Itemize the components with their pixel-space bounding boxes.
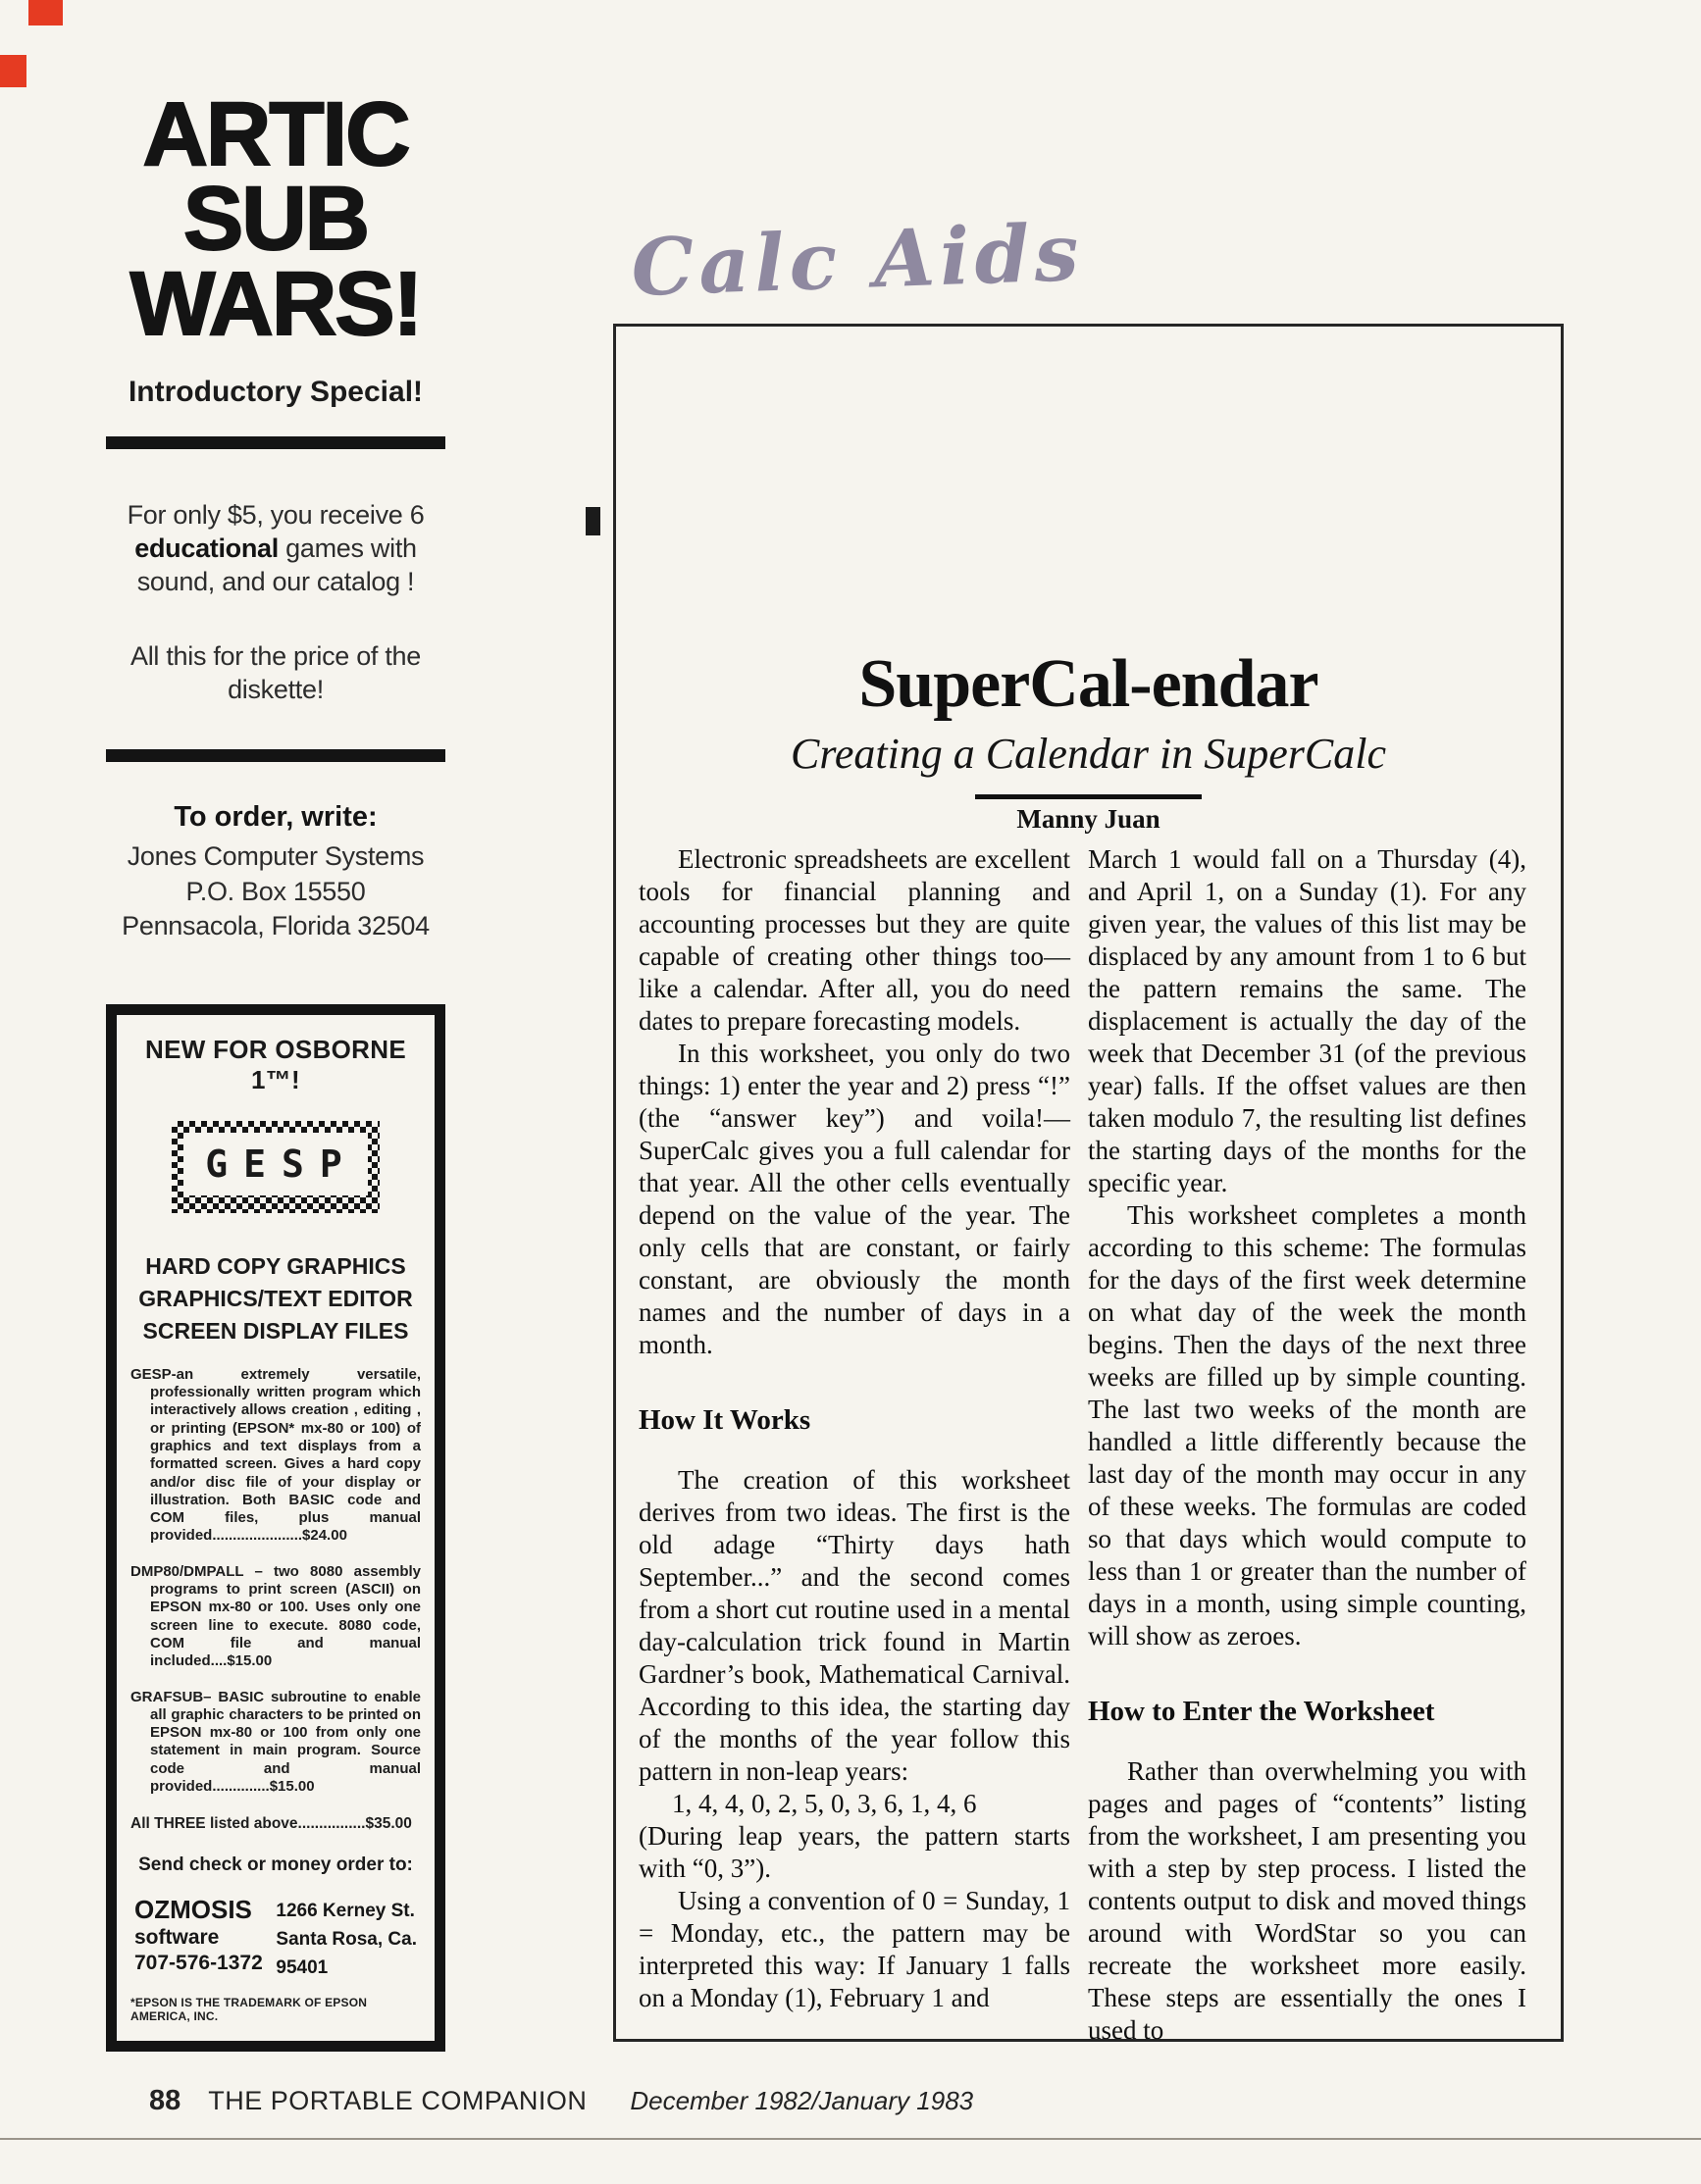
gesp-product-item: [130, 1563, 421, 1671]
item-body: DMP80/DMPALL – two 8080 assembly programs to print screen (ASCII) on EPSON mx-80 or 100. Uses only one screen line to execute. 8080 code, COM file and manual included: [130, 1562, 421, 1670]
red-scan-mark: [28, 0, 63, 25]
allthis-line: All this for the price of the: [130, 641, 421, 672]
gesp-feature: HARD COPY GRAPHICS: [145, 1252, 406, 1279]
article-paragraph: This worksheet completes a month according to this scheme: The formulas for the days of the first week determine on what day of the week the month begins. Then the days of the next three weeks are filled up by simple counting. The last two weeks of the month are handled a little differently because the last day of the month may occur in any of these weeks. The formulas are coded so that days which would compute to less than 1 or greater than the number of days in a month, using simple counting, will show as zeroes.: [1088, 1200, 1526, 1651]
item-body: GESP-an extremely versatile, professionally written program which interactively allows creation , editing , or printing (EPSON* mx-80 or 100) of graphics and text displays from a formatted screen. Gives a hard copy and/or disc file of your display or illustration. Both BASIC code and COM files, plus manual provided: [130, 1365, 421, 1545]
gesp-trademark-footnote: *EPSON IS THE TRADEMARK OF EPSON AMERICA, INC.: [130, 1996, 368, 2024]
artic-allthis-text: [106, 639, 445, 706]
gesp-product-item: [130, 1366, 421, 1546]
item-body: GRAFSUB– BASIC subroutine to enable all graphic characters to be printed on EPSON mx-80 or 100 from only one statement in main program. Source code and manual provided: [130, 1688, 421, 1796]
offer-bold-word: educational: [134, 533, 279, 564]
company-street: 1266 Kerney St.: [276, 1901, 415, 1922]
issue-date: December 1982/January 1983: [630, 2086, 974, 2115]
gesp-ad-header: NEW FOR OSBORNE 1™!: [145, 1034, 406, 1094]
gesp-logo-text: GESP: [183, 1133, 368, 1195]
page-number: 88: [149, 2085, 181, 2116]
artic-sub-wars-ad: [106, 84, 445, 943]
left-ad-column: [106, 84, 445, 2052]
dot-leader: ................: [297, 1815, 366, 1833]
article-column-1: [639, 843, 1070, 2014]
item-price: $24.00: [302, 1527, 347, 1545]
article-paragraph: Using a convention of 0 = Sunday, 1 = Monday, etc., the pattern may be interpreted this way: If January 1 falls on a Monday (1), February 1 and: [639, 1886, 1070, 2012]
calcaids-handwritten-label: Calc Aids: [630, 205, 1085, 314]
magazine-name: THE PORTABLE COMPANION: [208, 2086, 588, 2115]
offer-line: sound, and our catalog !: [136, 567, 415, 597]
company-city: Santa Rosa, Ca.: [276, 1928, 417, 1950]
artic-title-line: SUB: [182, 169, 369, 270]
article-subtitle: Creating a Calendar in SuperCalc: [790, 730, 1387, 778]
article-box: [613, 324, 1564, 2045]
company-phone: 707-576-1372: [134, 1952, 263, 1975]
gesp-logo: [172, 1121, 380, 1213]
artic-title-line: ARTIC: [142, 84, 409, 184]
gesp-feature: SCREEN DISPLAY FILES: [142, 1318, 409, 1345]
article-byline: Manny Juan: [975, 794, 1201, 835]
margin-tick-mark: [586, 507, 600, 535]
divider-rule: [106, 749, 445, 762]
item-price: $15.00: [227, 1652, 273, 1670]
section-heading-how-to-enter: How to Enter the Worksheet: [1088, 1696, 1435, 1727]
section-heading-how-it-works: How It Works: [639, 1404, 811, 1436]
all-three-text: All THREE listed above: [130, 1815, 298, 1833]
byline-wrap: [616, 794, 1561, 835]
gesp-feature-list: [130, 1250, 421, 1348]
order-address: [106, 839, 445, 942]
article-paragraph: Electronic spreadsheets are excellent tools for financial planning and accounting processes but they are quite capable of creating other things too—like a calendar. After all, you do need dates to prepare forecasting models.: [639, 844, 1070, 1036]
company-left: [134, 1896, 263, 1980]
company-zip: 95401: [276, 1956, 329, 1978]
item-price: $15.00: [269, 1778, 315, 1796]
article-header: [616, 646, 1561, 835]
month-pattern-line: 1, 4, 4, 0, 2, 5, 0, 3, 6, 1, 4, 6: [672, 1789, 977, 1818]
company-name: OZMOSIS: [134, 1895, 252, 1925]
gesp-product-item: [130, 1689, 421, 1797]
gesp-company-block: [130, 1896, 421, 1980]
article-paragraph: Rather than overwhelming you with pages and pages of “contents” listing from the worksheet, I am presenting you with a step by step process. I listed the contents output to disk and moved things around with WordStar so you can recreate the worksheet more easily. These steps are essentially the ones I used to: [1088, 1756, 1526, 2045]
artic-title-line: WARS!: [129, 253, 422, 354]
company-right: [276, 1896, 417, 1980]
article-paragraph: March 1 would fall on a Thursday (4), and April 1, on a Sunday (1). For any given year, the values of this list may be displaced by any amount from 1 to 6 but the pattern remains the same. The displacement is actually the day of the week that December 31 (of the previous year) falls. If the offset values are then taken modulo 7, the resulting list defines the starting days of the months for the specific year.: [1088, 844, 1526, 1197]
article-paragraph: In this worksheet, you only do two things: 1) enter the year and 2) press “!” (the “answer key”) and voila!—SuperCalc gives you a full calendar for that year. All the other cells eventually depend on the value of the year. The only cells that are constant, or fairly constant, are obviously the month names and the number of days in a month.: [639, 1039, 1070, 1359]
all-three-price: $35.00: [365, 1815, 412, 1833]
page-fold-line: [0, 2138, 1701, 2140]
gesp-all-three-line: [130, 1815, 421, 1833]
article-title: SuperCal-endar: [858, 646, 1318, 722]
address-line: Pennsacola, Florida 32504: [122, 910, 430, 940]
gesp-feature: GRAPHICS/TEXT EDITOR: [138, 1286, 413, 1312]
company-type: software: [134, 1926, 220, 1950]
offer-line: [106, 532, 445, 565]
artic-offer-text: [106, 498, 445, 598]
artic-ad-title: [106, 84, 445, 354]
address-line: P.O. Box 15550: [185, 876, 366, 906]
page-footer: [149, 2085, 973, 2117]
article-column-2: [1088, 843, 1526, 2047]
dot-leader: ..............: [212, 1778, 270, 1796]
article-paragraph: (During leap years, the pattern starts with “0, 3”).: [639, 1821, 1070, 1883]
order-heading: To order, write:: [174, 801, 378, 834]
offer-line: For only $5, you receive 6: [127, 500, 425, 531]
artic-tagline: Introductory Special!: [128, 376, 424, 409]
divider-rule: [106, 436, 445, 449]
allthis-line: diskette!: [228, 675, 324, 705]
gesp-send-note: Send check or money order to:: [138, 1854, 413, 1876]
offer-line-rest: games with: [278, 533, 417, 564]
dot-leader: ......................: [212, 1527, 303, 1545]
gesp-ad: [106, 1004, 445, 2052]
address-line: Jones Computer Systems: [127, 841, 425, 872]
article-paragraph: The creation of this worksheet derives from two ideas. The first is the old adage “Thirty days hath September...” and the second comes from a short cut routine used in a mental day-calculation trick found in Martin Gardner’s book, Mathematical Carnival. According to this idea, the starting day of the months of the year follow this pattern in non-leap years:: [639, 1465, 1070, 1786]
red-scan-mark: [0, 55, 26, 87]
dot-leader: ....: [210, 1652, 228, 1670]
